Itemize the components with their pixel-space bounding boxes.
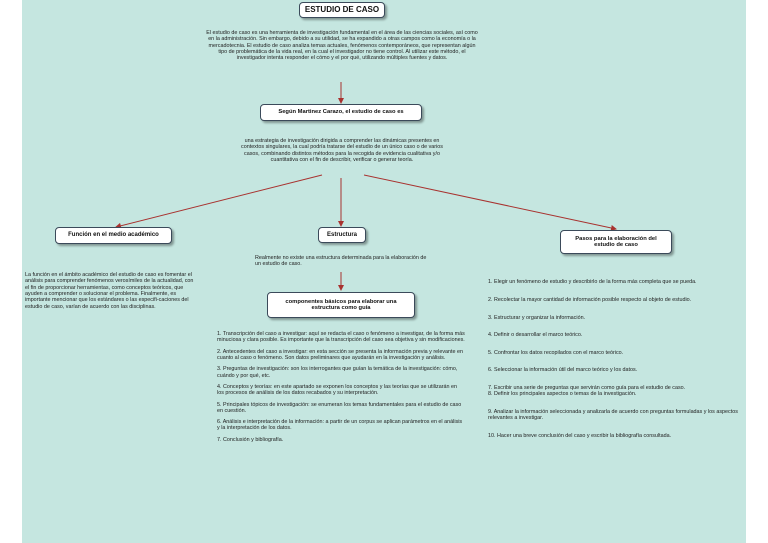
intro-text: El estudio de caso es una herramienta de investigación fundamental en el área de las ciencias sociales, así como en la administración. Sin embargo, debido a su utilidad, se ha expandido a otras campos como la economía o la mercadotecnia. El estudio de caso analiza temas actuales, fenómenos contemporáneos, que representan algún tipo de problemática de la vida real, en la cual el investigador no tiene control. Al utilizar este método, el investigador intenta responder el cómo y el por qué, utilizando múltiples fuentes y datos.: [206, 30, 478, 62]
estructura-text: Realmente no existe una estructura determinada para la elaboración de un estudio de caso.: [255, 255, 427, 268]
list-item: 5. Confrontar los datos recopilados con el marco teórico.: [488, 349, 624, 356]
list-item: 3. Preguntas de investigación: son los interrogantes que guían la temática de la investigación: cómo, cuándo y por qué, etc.: [217, 366, 458, 379]
components-list: [217, 331, 465, 448]
list-item: 2. Recolectar la mayor cantidad de información posible respecto al objeto de estudio.: [488, 296, 692, 303]
list-item: 5. Principales tópicos de investigación: se enumeran los temas fundamentales para el estudio de caso en cuestión.: [217, 401, 462, 414]
list-item: 9. Analizar la información seleccionada y analizarla de acuerdo con preguntas formuladas y los aspectos relevantes a investigar.: [488, 409, 738, 422]
title-text: ESTUDIO DE CASO: [304, 4, 380, 14]
pasos-node-text: Pasos para la elaboración del estudio de caso: [575, 235, 657, 248]
funcion-text: La función en el ámbito académico del estudio de caso es fomentar el análisis para comprender fenómenos verosímiles de la actualidad, con el fin de proporcionar herramientas, como conceptos teóricos, que ayuden a comprender o solucionar el problema. Finalmente, es importante mencionar que los estándares o las especifi-caciones del estudio de caso, varían de acuerdo con las disciplinas.: [25, 272, 194, 310]
title-node[interactable]: [299, 2, 385, 18]
estructura-node[interactable]: [318, 227, 366, 243]
definition-node[interactable]: [260, 104, 422, 121]
concept-map-canvas: [22, 0, 746, 543]
funcion-node-text: Función en el medio académico: [68, 232, 159, 239]
list-item: 3. Estructurar y organizar la información.: [488, 314, 586, 321]
components-node[interactable]: [267, 292, 415, 318]
list-item: 1. Transcripción del caso a investigar: aquí se redacta el caso o fenómeno a investigar, de la forma más minuciosa y clara posible. Es importante que la transcripción del caso sea objetiva y sin modificaciones.: [217, 331, 465, 344]
pasos-list: [488, 273, 738, 451]
definition-node-text: Según Martinez Carazo, el estudio de caso es: [278, 109, 404, 116]
components-node-text: componentes básicos para elaborar una estructura como guía: [285, 298, 397, 311]
pasos-node[interactable]: [560, 230, 672, 254]
list-item: 7. Escribir una serie de preguntas que servirán como guía para el estudio de caso. 8. Definir los principales aspectos o temas de la investigación.: [488, 385, 686, 398]
funcion-node[interactable]: [55, 227, 172, 244]
list-item: 6. Seleccionar la información útil del marco teórico y los datos.: [488, 367, 638, 374]
list-item: 4. Definir o desarrollar el marco teórico.: [488, 332, 583, 339]
list-item: 4. Conceptos y teorías: en este apartado se exponen los conceptos y las teorías que se utilizarán en los procesos de análisis de los datos recabados y su interpretación.: [217, 383, 458, 397]
definition-text: una estrategia de investigación dirigida a comprender las dinámicas presentes en contextos singulares, la cual podría tratarse del estudio de un único caso o de varios casos, combinando distintos métodos para la recogida de evidencia cualitativa y/o cuantitativa con el fin de describir, verificar o generar teoría.: [241, 138, 443, 163]
list-item: 1. Elegir un fenómeno de estudio y describirlo de la forma más completa que se pueda.: [488, 279, 697, 286]
list-item: 6. Análisis e interpretación de la información: a partir de un corpus se aplican parámetros en el análisis y la interpretación de los datos.: [217, 419, 463, 432]
list-item: 10. Hacer una breve conclusión del caso y escribir la bibliografía consultada.: [488, 432, 672, 439]
connector-definition-funcion: [116, 175, 322, 227]
list-item: 2. Antecedentes del caso a investigar: en esta sección se presenta la información previa y relevante en cuanto al caso o fenómeno. Son datos preliminares que ayudarán en la investigación y análisis.: [217, 348, 464, 361]
estructura-node-text: Estructura: [326, 231, 357, 238]
connector-definition-pasos: [364, 175, 616, 229]
list-item: 7. Conclusión y bibliografía.: [217, 436, 284, 443]
